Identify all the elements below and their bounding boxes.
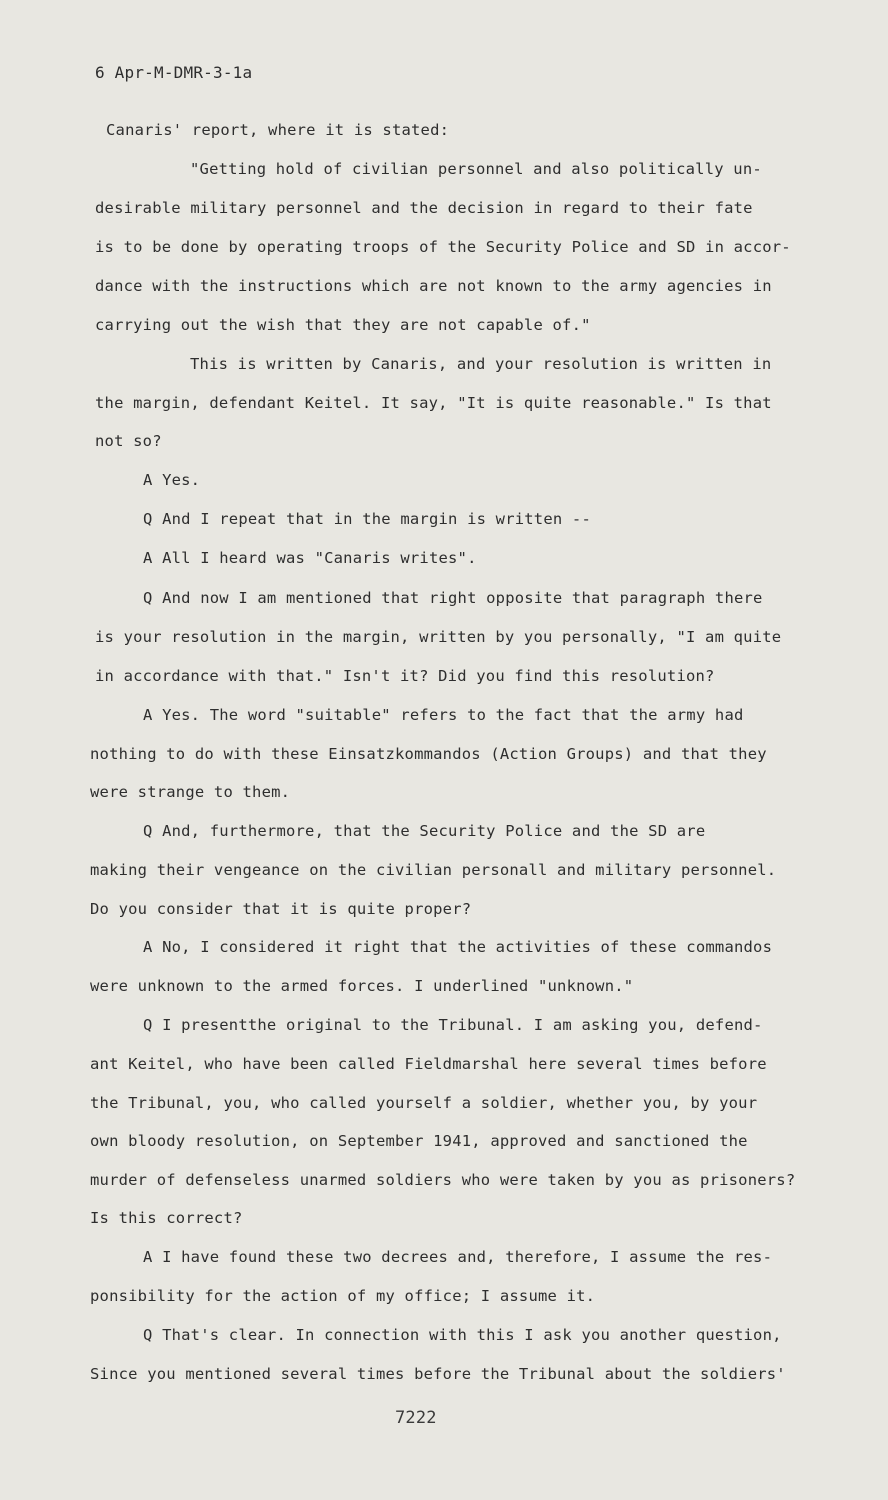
document-reference: 6 Apr-M-DMR-3-1a <box>95 63 253 82</box>
text-line: Q And, furthermore, that the Security Police and the SD are <box>143 822 706 840</box>
text-line: carrying out the wish that they are not capable of." <box>95 316 591 334</box>
text-line: the Tribunal, you, who called yourself a soldier, whether you, by your <box>90 1094 758 1112</box>
text-line: desirable military personnel and the decision in regard to their fate <box>95 199 753 217</box>
text-line: Q That's clear. In connection with this I ask you another question, <box>143 1326 782 1344</box>
text-line: Is this correct? <box>90 1209 243 1227</box>
text-line: ponsibility for the action of my office; I assume it. <box>90 1287 596 1305</box>
page-number: 7222 <box>395 1408 437 1428</box>
text-line: "Getting hold of civilian personnel and also politically un- <box>190 160 762 178</box>
text-line: A Yes. The word "suitable" refers to the fact that the army had <box>143 706 744 724</box>
text-line: not so? <box>95 432 162 450</box>
text-line: were unknown to the armed forces. I underlined "unknown." <box>90 977 634 995</box>
text-line: making their vengeance on the civilian personall and military personnel. <box>90 861 777 879</box>
text-line: is your resolution in the margin, written by you personally, "I am quite <box>95 628 782 646</box>
text-line: A No, I considered it right that the activities of these commandos <box>143 938 773 956</box>
text-line: Do you consider that it is quite proper? <box>90 900 472 918</box>
text-line: Q And now I am mentioned that right opposite that paragraph there <box>143 589 763 607</box>
text-line: This is written by Canaris, and your resolution is written in <box>190 355 772 373</box>
text-line: murder of defenseless unarmed soldiers who were taken by you as prisoners? <box>90 1171 796 1189</box>
text-line: Q And I repeat that in the margin is written -- <box>143 510 591 528</box>
text-line: were strange to them. <box>90 783 291 801</box>
text-line: dance with the instructions which are not known to the army agencies in <box>95 277 772 295</box>
text-line: in accordance with that." Isn't it? Did you find this resolution? <box>95 667 715 685</box>
text-line: the margin, defendant Keitel. It say, "It is quite reasonable." Is that <box>95 394 772 412</box>
text-line: A Yes. <box>143 471 201 489</box>
text-line: Canaris' report, where it is stated: <box>106 121 450 139</box>
text-line: nothing to do with these Einsatzkommandos (Action Groups) and that they <box>90 745 767 763</box>
text-line: Since you mentioned several times before the Tribunal about the soldiers' <box>90 1365 786 1383</box>
text-line: Q I presentthe original to the Tribunal. I am asking you, defend- <box>143 1016 763 1034</box>
text-line: A All I heard was "Canaris writes". <box>143 549 477 567</box>
text-line: is to be done by operating troops of the Security Police and SD in accor- <box>95 238 791 256</box>
text-line: own bloody resolution, on September 1941, approved and sanctioned the <box>90 1132 748 1150</box>
text-line: ant Keitel, who have been called Fieldmarshal here several times before <box>90 1055 767 1073</box>
text-line: A I have found these two decrees and, therefore, I assume the res- <box>143 1248 773 1266</box>
